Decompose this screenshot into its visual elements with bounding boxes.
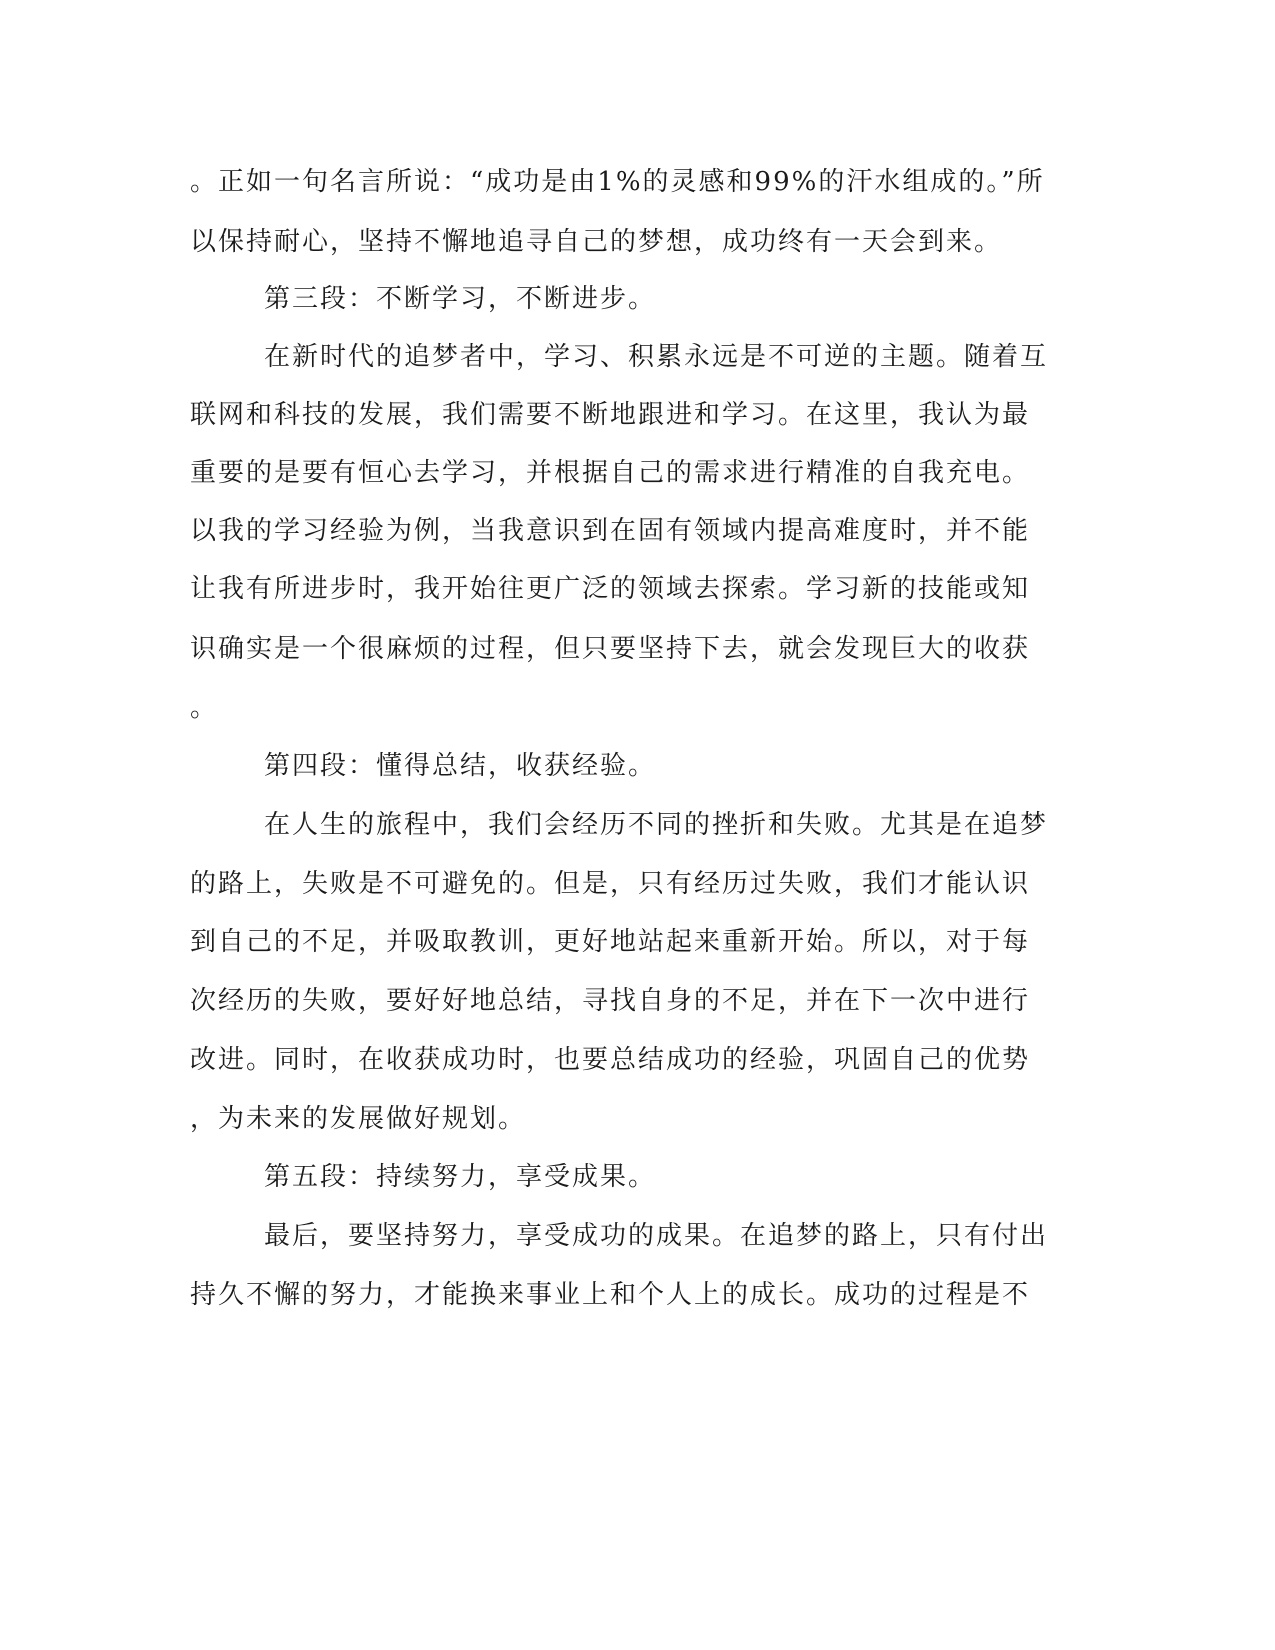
text-line: 的路上，失败是不可避免的。但是，只有经历过失败，我们才能认识 [190, 869, 1031, 899]
text-line: 次经历的失败，要好好地总结，寻找自身的不足，并在下一次中进行 [190, 986, 1031, 1016]
section-heading: 第四段：懂得总结，收获经验。 [264, 751, 657, 781]
text-line: 持久不懈的努力，才能换来事业上和个人上的成长。成功的过程是不 [190, 1280, 1031, 1310]
text-line: 。正如一句名言所说：“成功是由1%的灵感和99%的汗水组成的。”所 [190, 167, 1045, 197]
text-line: 到自己的不足，并吸取教训，更好地站起来重新开始。所以，对于每 [190, 927, 1031, 957]
text-line: 在人生的旅程中，我们会经历不同的挫折和失败。尤其是在追梦 [264, 810, 1049, 840]
text-line: 让我有所进步时，我开始往更广泛的领域去探索。学习新的技能或知 [190, 574, 1031, 604]
text-line: 。 [190, 693, 219, 723]
text-line: 在新时代的追梦者中，学习、积累永远是不可逆的主题。随着互 [264, 342, 1049, 372]
text-line: ，为未来的发展做好规划。 [190, 1104, 527, 1134]
text-line: 以我的学习经验为例，当我意识到在固有领域内提高难度时，并不能 [190, 516, 1031, 546]
text-line: 以保持耐心，坚持不懈地追寻自己的梦想，成功终有一天会到来。 [190, 227, 1003, 257]
text-line: 重要的是要有恒心去学习，并根据自己的需求进行精准的自我充电。 [190, 458, 1031, 488]
section-heading: 第五段：持续努力，享受成果。 [264, 1162, 657, 1192]
text-line: 识确实是一个很麻烦的过程，但只要坚持下去，就会发现巨大的收获 [190, 634, 1031, 664]
text-line: 改进。同时，在收获成功时，也要总结成功的经验，巩固自己的优势 [190, 1045, 1031, 1075]
text-line: 联网和科技的发展，我们需要不断地跟进和学习。在这里，我认为最 [190, 400, 1031, 430]
section-heading: 第三段：不断学习，不断进步。 [264, 284, 657, 314]
text-line: 最后，要坚持努力，享受成功的成果。在追梦的路上，只有付出 [264, 1221, 1049, 1251]
